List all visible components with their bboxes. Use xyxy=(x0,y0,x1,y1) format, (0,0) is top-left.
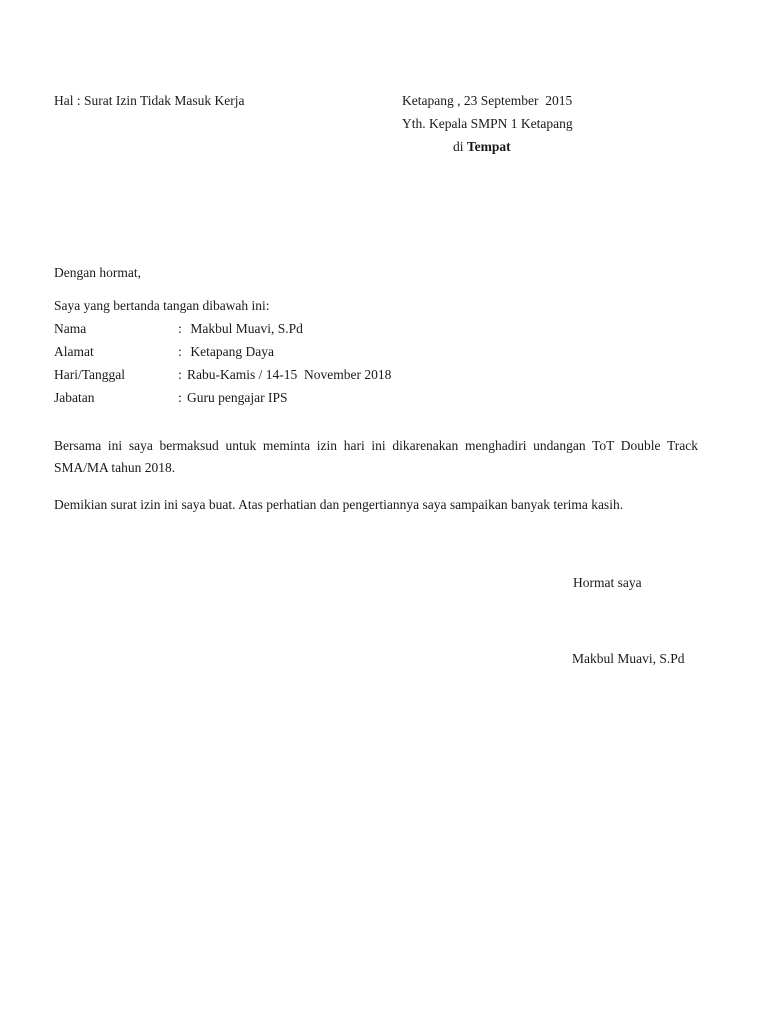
field-row-nama xyxy=(54,320,554,338)
letter-subject: Hal : Surat Izin Tidak Masuk Kerja xyxy=(54,93,245,108)
field-label: Hari/Tanggal xyxy=(54,367,126,382)
letter-date: Ketapang , 23 September 2015 xyxy=(402,93,573,108)
field-value: Guru pengajar IPS xyxy=(187,390,288,405)
field-colon: : xyxy=(178,344,182,359)
field-colon: : xyxy=(178,390,182,405)
intro-line: Saya yang bertanda tangan dibawah ini: xyxy=(54,298,270,313)
signer-name: Makbul Muavi, S.Pd xyxy=(572,651,685,666)
closing-greeting: Hormat saya xyxy=(573,575,642,590)
field-value: Ketapang Daya xyxy=(187,344,274,359)
body-paragraph-closing: Demikian surat izin ini saya buat. Atas perhatian dan pengertiannya saya sampaikan banyak terima kasih. xyxy=(54,497,624,512)
field-colon: : xyxy=(178,367,182,382)
place-name: Tempat xyxy=(466,139,511,154)
field-row-hari-tanggal xyxy=(54,366,554,384)
field-colon: : xyxy=(178,321,182,336)
field-label: Alamat xyxy=(54,344,94,359)
field-label: Jabatan xyxy=(54,390,95,405)
field-value: Rabu-Kamis / 14-15 November 2018 xyxy=(187,367,392,382)
body-paragraph-request: Bersama ini saya bermaksud untuk meminta izin hari ini dikarenakan menghadiri undangan ToT Double Track SMA/MA tahun 2018. xyxy=(54,438,698,475)
letter-place xyxy=(453,138,511,156)
field-value: Makbul Muavi, S.Pd xyxy=(187,321,303,336)
field-row-alamat xyxy=(54,343,554,361)
salutation: Dengan hormat, xyxy=(54,265,141,280)
place-prefix: di xyxy=(453,139,467,154)
field-label: Nama xyxy=(54,321,87,336)
field-row-jabatan xyxy=(54,389,554,407)
letter-recipient: Yth. Kepala SMPN 1 Ketapang xyxy=(402,116,573,131)
